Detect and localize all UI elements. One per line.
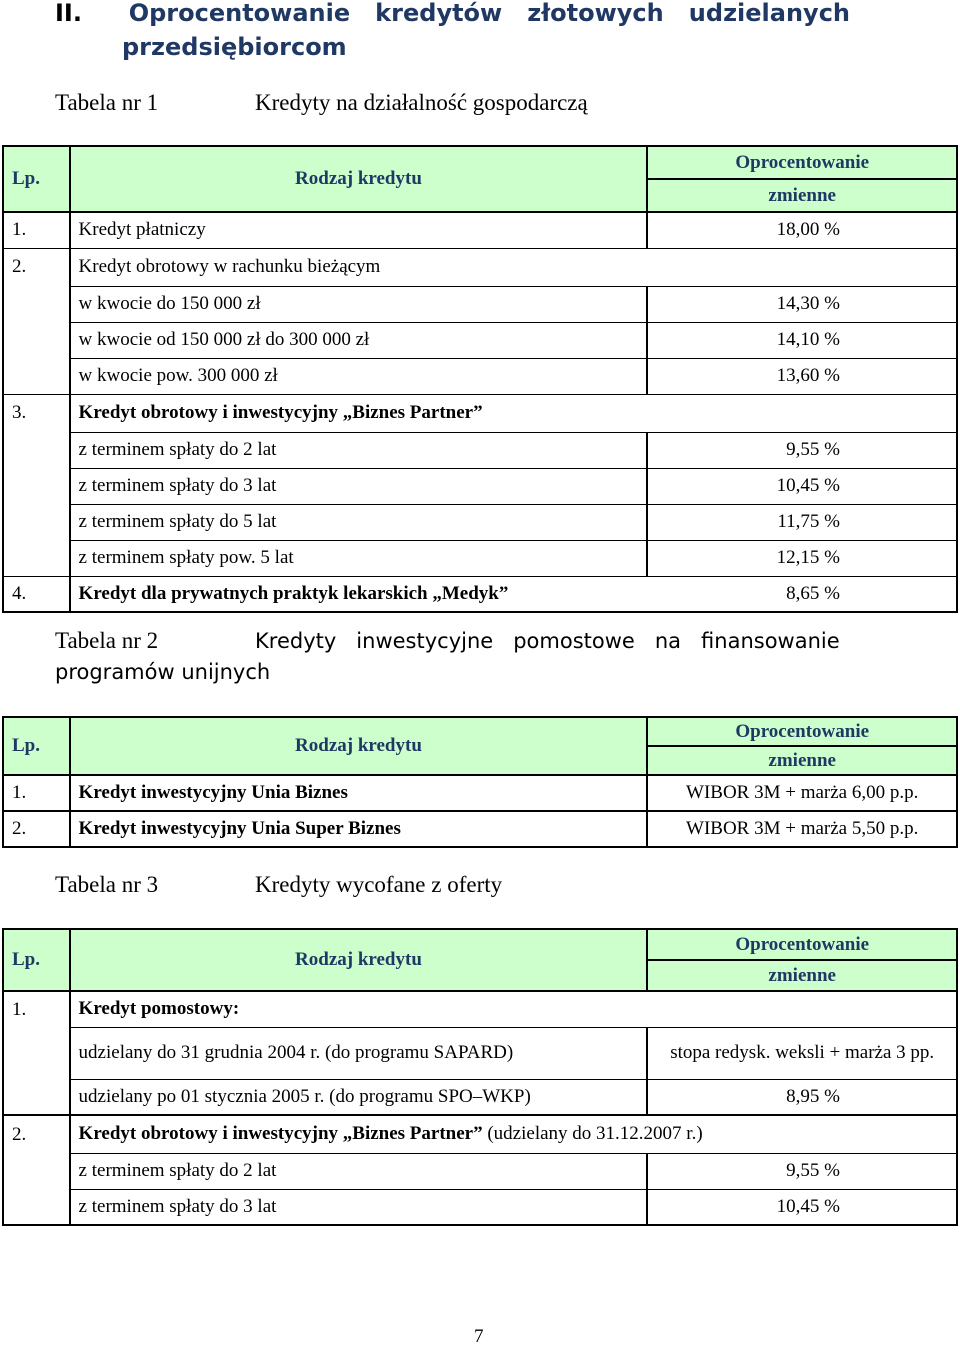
row-rate: 13,60 % xyxy=(647,358,957,394)
table-header-row xyxy=(3,717,957,775)
row-name: Kredyt dla prywatnych praktyk lekarskich „Medyk” xyxy=(70,576,648,612)
page-number: 7 xyxy=(474,1326,484,1347)
row-lp-empty xyxy=(3,1079,70,1115)
row-name: z terminem spłaty do 2 lat xyxy=(70,1153,648,1189)
section-title-line1: Oprocentowanie kredytów złotowych udzielanych xyxy=(128,0,851,27)
table-row xyxy=(3,775,957,811)
table3-label: Tabela nr 3 xyxy=(55,872,159,897)
row-name xyxy=(70,1115,957,1153)
row-name: w kwocie pow. 300 000 zł xyxy=(70,358,648,394)
row-rate: 10,45 % xyxy=(647,468,957,504)
section-title-line2: przedsiębiorcom xyxy=(122,33,347,61)
table-row xyxy=(3,540,957,576)
row-name: w kwocie od 150 000 zł do 300 000 zł xyxy=(70,322,648,358)
table-row xyxy=(3,811,957,847)
row-name: z terminem spłaty do 5 lat xyxy=(70,504,648,540)
row-name: udzielany do 31 grudnia 2004 r. (do programu SAPARD) xyxy=(70,1027,648,1079)
table-header-row xyxy=(3,929,957,991)
header-rate-line1: Oprocentowanie xyxy=(648,718,956,747)
row-lp: 4. xyxy=(3,576,70,612)
row-rate: stopa redysk. weksli + marża 3 pp. xyxy=(647,1027,957,1079)
row-name: Kredyt płatniczy xyxy=(70,212,648,248)
table3-title: Kredyty wycofane z oferty xyxy=(255,872,503,897)
row-lp-empty xyxy=(3,540,70,576)
table2 xyxy=(2,716,958,848)
header-rate-line2: zmienne xyxy=(768,185,836,206)
table-row xyxy=(3,991,957,1027)
header-rate-line1: Oprocentowanie xyxy=(648,147,956,180)
row-lp: 1. xyxy=(3,212,70,248)
table-row xyxy=(3,576,957,612)
table-row xyxy=(3,286,957,322)
row-rate: 9,55 % xyxy=(647,432,957,468)
header-rate xyxy=(647,146,957,212)
header-type: Rodzaj kredytu xyxy=(70,929,648,991)
header-type: Rodzaj kredytu xyxy=(70,146,648,212)
row-rate: 8,95 % xyxy=(647,1079,957,1115)
row-rate: 8,65 % xyxy=(647,576,957,612)
table-row xyxy=(3,432,957,468)
row-rate: 14,30 % xyxy=(647,286,957,322)
table-row xyxy=(3,358,957,394)
row-name: Kredyt pomostowy: xyxy=(70,991,957,1027)
row-lp-empty xyxy=(3,1027,70,1079)
row-rate: WIBOR 3M + marża 5,50 p.p. xyxy=(647,811,957,847)
table1 xyxy=(2,145,958,613)
section-number: II. xyxy=(55,0,82,27)
table-row xyxy=(3,504,957,540)
row-lp-empty xyxy=(3,1189,70,1225)
section-heading xyxy=(55,0,915,30)
row-lp-empty xyxy=(3,286,70,322)
header-rate-line1: Oprocentowanie xyxy=(648,930,956,961)
row-lp-empty xyxy=(3,322,70,358)
header-rate xyxy=(647,929,957,991)
row-name: Kredyt inwestycyjny Unia Super Biznes xyxy=(70,811,648,847)
row-rate: 11,75 % xyxy=(647,504,957,540)
row-name: w kwocie do 150 000 zł xyxy=(70,286,648,322)
row-lp-empty xyxy=(3,468,70,504)
row-lp-empty xyxy=(3,1153,70,1189)
header-rate xyxy=(647,717,957,775)
header-lp: Lp. xyxy=(3,717,70,775)
table2-label: Tabela nr 2 xyxy=(55,628,159,653)
row-name: z terminem spłaty do 3 lat xyxy=(70,468,648,504)
table-row xyxy=(3,1079,957,1115)
header-rate-line2: zmienne xyxy=(768,750,836,771)
row-rate: WIBOR 3M + marża 6,00 p.p. xyxy=(647,775,957,811)
row-name-bold: Kredyt obrotowy i inwestycyjny „Biznes Partner” xyxy=(78,1123,483,1145)
row-lp-empty xyxy=(3,358,70,394)
row-lp: 1. xyxy=(3,991,70,1027)
row-name: Kredyt inwestycyjny Unia Biznes xyxy=(70,775,648,811)
table-header-row xyxy=(3,146,957,212)
row-rate: 18,00 % xyxy=(647,212,957,248)
row-name-rest: (udzielany do 31.12.2007 r.) xyxy=(482,1123,703,1145)
table-row xyxy=(3,1189,957,1225)
row-name: z terminem spłaty pow. 5 lat xyxy=(70,540,648,576)
table-row xyxy=(3,468,957,504)
table-row xyxy=(3,394,957,432)
table-row xyxy=(3,1153,957,1189)
row-name: Kredyt obrotowy w rachunku bieżącym xyxy=(70,248,957,286)
row-rate: 12,15 % xyxy=(647,540,957,576)
row-lp: 1. xyxy=(3,775,70,811)
row-lp-empty xyxy=(3,432,70,468)
table-row xyxy=(3,1027,957,1079)
table3 xyxy=(2,928,958,1226)
table2-title-line1: Kredyty inwestycyjne pomostowe na finansowanie xyxy=(255,629,840,653)
table-row xyxy=(3,212,957,248)
row-name: Kredyt obrotowy i inwestycyjny „Biznes Partner” xyxy=(70,394,957,432)
row-lp: 2. xyxy=(3,811,70,847)
row-name: z terminem spłaty do 2 lat xyxy=(70,432,648,468)
row-rate: 10,45 % xyxy=(647,1189,957,1225)
table2-title-line2: programów unijnych xyxy=(55,660,271,684)
table-row xyxy=(3,248,957,286)
row-lp: 2. xyxy=(3,1115,70,1153)
row-rate: 14,10 % xyxy=(647,322,957,358)
header-lp: Lp. xyxy=(3,929,70,991)
row-rate: 9,55 % xyxy=(647,1153,957,1189)
table1-label: Tabela nr 1 xyxy=(55,90,159,115)
header-lp: Lp. xyxy=(3,146,70,212)
header-type: Rodzaj kredytu xyxy=(70,717,648,775)
row-lp: 2. xyxy=(3,248,70,286)
row-name: udzielany po 01 stycznia 2005 r. (do programu SPO–WKP) xyxy=(70,1079,648,1115)
table-row xyxy=(3,322,957,358)
header-rate-line2: zmienne xyxy=(768,965,836,986)
row-lp-empty xyxy=(3,504,70,540)
row-lp: 3. xyxy=(3,394,70,432)
table-row xyxy=(3,1115,957,1153)
row-name: z terminem spłaty do 3 lat xyxy=(70,1189,648,1225)
table1-title: Kredyty na działalność gospodarczą xyxy=(255,90,588,115)
